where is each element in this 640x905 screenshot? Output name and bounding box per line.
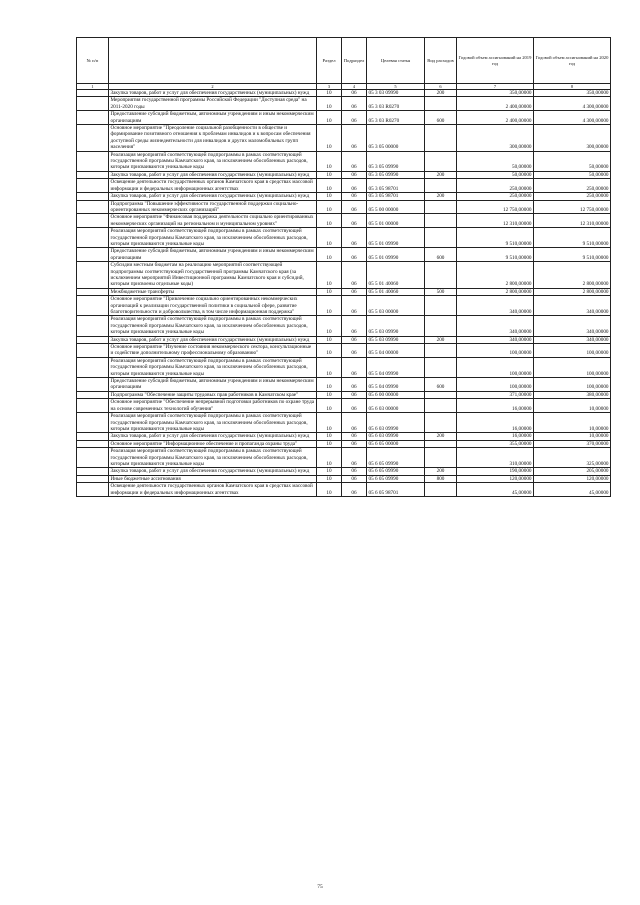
target-article-cell: 05 6 03 09990 bbox=[367, 433, 425, 440]
table-row bbox=[77, 193, 611, 200]
description-cell: Закупка товаров, работ и услуг для обеспечения государственных (муниципальных) нужд bbox=[109, 336, 317, 343]
target-article-cell: 05 5 04 09990 bbox=[367, 357, 425, 377]
expense-type-cell bbox=[425, 200, 457, 214]
razdel-cell: 10 bbox=[317, 378, 342, 392]
target-article-cell: 05 5 04 09990 bbox=[367, 378, 425, 392]
description-cell: Закупка товаров, работ и услуг для обеспечения государственных (муниципальных) нужд bbox=[109, 171, 317, 178]
row-number-cell bbox=[77, 433, 109, 440]
amount-2020-cell: 300,00000 bbox=[534, 125, 611, 152]
description-cell: Предоставление субсидий бюджетным, автономным учреждениям и иным некоммерческим организациям bbox=[109, 378, 317, 392]
expense-type-cell bbox=[425, 448, 457, 468]
razdel-cell: 10 bbox=[317, 90, 342, 97]
amount-2020-cell: 10,00000 bbox=[534, 433, 611, 440]
amount-2019-cell: 355,00000 bbox=[457, 440, 534, 447]
amount-2020-cell: 370,00000 bbox=[534, 440, 611, 447]
podrazdel-cell: 06 bbox=[342, 288, 367, 295]
amount-2019-cell: 2 400,00000 bbox=[457, 97, 534, 111]
row-number-cell bbox=[77, 111, 109, 125]
target-article-cell: 05 3 03 R0270 bbox=[367, 111, 425, 125]
target-article-cell: 05 3 05 98701 bbox=[367, 179, 425, 193]
target-article-cell: 05 6 05 09990 bbox=[367, 468, 425, 475]
razdel-cell: 10 bbox=[317, 483, 342, 497]
razdel-cell: 10 bbox=[317, 357, 342, 377]
podrazdel-cell: 06 bbox=[342, 391, 367, 398]
razdel-cell: 10 bbox=[317, 296, 342, 316]
podrazdel-cell: 06 bbox=[342, 468, 367, 475]
target-article-cell: 05 6 05 00000 bbox=[367, 440, 425, 447]
description-cell: Реализация мероприятий соответствующей подпрограммы в рамках соответствующей государственной программы Камчатского края, за исключением обособленных расходов, которым присваиваются уникальные коды bbox=[109, 228, 317, 248]
page-number: 75 bbox=[317, 884, 323, 890]
table-row bbox=[77, 316, 611, 336]
amount-2019-cell: 100,00000 bbox=[457, 344, 534, 358]
expense-type-cell bbox=[425, 357, 457, 377]
amount-2019-cell: 16,00000 bbox=[457, 413, 534, 433]
amount-2020-cell: 45,00000 bbox=[534, 483, 611, 497]
amount-2019-cell: 9 510,00000 bbox=[457, 248, 534, 262]
target-article-cell: 05 5 01 09990 bbox=[367, 248, 425, 262]
amount-2019-cell: 310,00000 bbox=[457, 448, 534, 468]
amount-2020-cell: 325,00000 bbox=[534, 448, 611, 468]
header-description bbox=[109, 38, 317, 84]
amount-2019-cell: 250,00000 bbox=[457, 193, 534, 200]
table-row bbox=[77, 391, 611, 398]
target-article-cell: 05 5 03 09990 bbox=[367, 316, 425, 336]
amount-2020-cell: 250,00000 bbox=[534, 179, 611, 193]
razdel-cell: 10 bbox=[317, 97, 342, 111]
amount-2020-cell: 2 800,00000 bbox=[534, 262, 611, 289]
razdel-cell: 10 bbox=[317, 448, 342, 468]
amount-2019-cell: 50,00000 bbox=[457, 171, 534, 178]
amount-2020-cell: 380,00000 bbox=[534, 391, 611, 398]
expense-type-cell: 600 bbox=[425, 248, 457, 262]
table-row bbox=[77, 448, 611, 468]
amount-2019-cell: 340,00000 bbox=[457, 336, 534, 343]
expense-type-cell bbox=[425, 262, 457, 289]
amount-2019-cell: 100,00000 bbox=[457, 378, 534, 392]
description-cell: Предоставление субсидий бюджетным, автономным учреждениям и иным некоммерческим организациям bbox=[109, 248, 317, 262]
budget-table bbox=[76, 37, 611, 497]
expense-type-cell bbox=[425, 97, 457, 111]
podrazdel-cell: 06 bbox=[342, 97, 367, 111]
amount-2020-cell: 12 310,00000 bbox=[534, 214, 611, 228]
header-year-2020: Годовой объем ассигнований на 2020 год bbox=[534, 38, 611, 84]
razdel-cell: 10 bbox=[317, 336, 342, 343]
column-number: 8 bbox=[534, 84, 611, 90]
amount-2019-cell: 2 800,00000 bbox=[457, 288, 534, 295]
column-number: 7 bbox=[457, 84, 534, 90]
amount-2019-cell: 190,00000 bbox=[457, 468, 534, 475]
description-cell: Реализация мероприятий соответствующей подпрограммы в рамках соответствующей государственной программы Камчатского края, за исключением обособленных расходов, которым присваиваются уникальные коды bbox=[109, 316, 317, 336]
description-cell: Межбюджетные трансферты bbox=[109, 288, 317, 295]
podrazdel-cell: 06 bbox=[342, 151, 367, 171]
header-expense-type: Вид расходов bbox=[425, 38, 457, 84]
description-cell: Реализация мероприятий соответствующей подпрограммы в рамках соответствующей государственной программы Камчатского края, за исключением обособленных расходов, которым присваиваются уникальные коды bbox=[109, 413, 317, 433]
table-row bbox=[77, 288, 611, 295]
amount-2019-cell: 12 310,00000 bbox=[457, 214, 534, 228]
header-row bbox=[77, 38, 611, 84]
razdel-cell: 10 bbox=[317, 151, 342, 171]
column-number: 6 bbox=[425, 84, 457, 90]
podrazdel-cell: 06 bbox=[342, 248, 367, 262]
expense-type-cell bbox=[425, 125, 457, 152]
table-row bbox=[77, 433, 611, 440]
target-article-cell: 05 5 00 00000 bbox=[367, 200, 425, 214]
amount-2020-cell: 340,00000 bbox=[534, 296, 611, 316]
podrazdel-cell: 06 bbox=[342, 378, 367, 392]
description-cell: Основное мероприятие "Обеспечение непрерывной подготовки работников по охране труда на основе современных технологий обучения" bbox=[109, 399, 317, 413]
target-article-cell: 05 3 05 09990 bbox=[367, 151, 425, 171]
description-cell: Закупка товаров, работ и услуг для обеспечения государственных (муниципальных) нужд bbox=[109, 193, 317, 200]
table-row bbox=[77, 200, 611, 214]
podrazdel-cell: 06 bbox=[342, 200, 367, 214]
expense-type-cell bbox=[425, 413, 457, 433]
column-number: 2 bbox=[109, 84, 317, 90]
target-article-cell: 05 6 00 00000 bbox=[367, 391, 425, 398]
table-row bbox=[77, 344, 611, 358]
razdel-cell: 10 bbox=[317, 433, 342, 440]
razdel-cell: 10 bbox=[317, 475, 342, 482]
expense-type-cell: 200 bbox=[425, 171, 457, 178]
description-cell: Основное мероприятие "Информационное обеспечение и пропаганда охраны труда" bbox=[109, 440, 317, 447]
expense-type-cell bbox=[425, 440, 457, 447]
row-number-cell bbox=[77, 193, 109, 200]
table-row bbox=[77, 179, 611, 193]
expense-type-cell bbox=[425, 483, 457, 497]
amount-2019-cell: 350,00000 bbox=[457, 90, 534, 97]
podrazdel-cell: 06 bbox=[342, 262, 367, 289]
header-target-article: Целевая статья bbox=[367, 38, 425, 84]
podrazdel-cell: 06 bbox=[342, 399, 367, 413]
column-number: 4 bbox=[342, 84, 367, 90]
table-row bbox=[77, 151, 611, 171]
expense-type-cell: 200 bbox=[425, 336, 457, 343]
razdel-cell: 10 bbox=[317, 200, 342, 214]
razdel-cell: 10 bbox=[317, 248, 342, 262]
amount-2019-cell: 100,00000 bbox=[457, 357, 534, 377]
razdel-cell: 10 bbox=[317, 111, 342, 125]
amount-2019-cell: 12 750,00000 bbox=[457, 200, 534, 214]
header-num: № п/п bbox=[77, 38, 109, 84]
expense-type-cell bbox=[425, 296, 457, 316]
description-cell: Субсидии местным бюджетам на реализацию мероприятий соответствующей подпрограммы соответствующей государственной программы Камчатского края (за исключением мероприятий Инвестиционной программы Камчатского края и субсидий, которым присвоены отдельные коды) bbox=[109, 262, 317, 289]
razdel-cell: 10 bbox=[317, 391, 342, 398]
amount-2019-cell: 45,00000 bbox=[457, 483, 534, 497]
row-number-cell bbox=[77, 151, 109, 171]
table-row bbox=[77, 357, 611, 377]
podrazdel-cell: 06 bbox=[342, 90, 367, 97]
row-number-cell bbox=[77, 171, 109, 178]
description-cell: Закупка товаров, работ и услуг для обеспечения государственных (муниципальных) нужд bbox=[109, 468, 317, 475]
target-article-cell: 05 5 03 00000 bbox=[367, 296, 425, 316]
podrazdel-cell: 06 bbox=[342, 448, 367, 468]
row-number-cell bbox=[77, 214, 109, 228]
description-cell: Закупка товаров, работ и услуг для обеспечения государственных (муниципальных) нужд bbox=[109, 433, 317, 440]
row-number-cell bbox=[77, 248, 109, 262]
table-row bbox=[77, 378, 611, 392]
row-number-cell bbox=[77, 200, 109, 214]
amount-2019-cell: 371,00000 bbox=[457, 391, 534, 398]
description-cell: Основное мероприятие "Привлечение социально ориентированных некоммерческих организаций к реализации государственной политики в социальной сфере, развитие благотворительности и добровольчества, в том числе информационная поддержка" bbox=[109, 296, 317, 316]
podrazdel-cell: 06 bbox=[342, 111, 367, 125]
podrazdel-cell: 06 bbox=[342, 483, 367, 497]
target-article-cell: 05 3 03 09990 bbox=[367, 90, 425, 97]
amount-2020-cell: 340,00000 bbox=[534, 316, 611, 336]
target-article-cell: 05 6 05 09990 bbox=[367, 475, 425, 482]
amount-2019-cell: 120,00000 bbox=[457, 475, 534, 482]
razdel-cell: 10 bbox=[317, 262, 342, 289]
row-number-cell bbox=[77, 90, 109, 97]
target-article-cell: 05 5 04 00000 bbox=[367, 344, 425, 358]
razdel-cell: 10 bbox=[317, 193, 342, 200]
description-cell: Подпрограмма "Повышение эффективности государственной поддержки социально-ориентированных некоммерческих организаций" bbox=[109, 200, 317, 214]
expense-type-cell: 500 bbox=[425, 288, 457, 295]
expense-type-cell: 200 bbox=[425, 193, 457, 200]
header-podrazdel: Подраздел bbox=[342, 38, 367, 84]
target-article-cell: 05 6 03 00000 bbox=[367, 399, 425, 413]
description-cell: Освещение деятельности государственных органов Камчатского края в средствах массовой информации и федеральных информационных агентствах bbox=[109, 179, 317, 193]
row-number-cell bbox=[77, 296, 109, 316]
table-row bbox=[77, 248, 611, 262]
row-number-cell bbox=[77, 262, 109, 289]
amount-2020-cell: 250,00000 bbox=[534, 193, 611, 200]
table-row bbox=[77, 171, 611, 178]
expense-type-cell bbox=[425, 228, 457, 248]
expense-type-cell: 600 bbox=[425, 378, 457, 392]
podrazdel-cell: 06 bbox=[342, 171, 367, 178]
table-row bbox=[77, 399, 611, 413]
amount-2020-cell: 350,00000 bbox=[534, 90, 611, 97]
row-number-cell bbox=[77, 378, 109, 392]
description-cell: Реализация мероприятий соответствующей подпрограммы в рамках соответствующей государственной программы Камчатского края, за исключением обособленных расходов, которым присваиваются уникальные коды bbox=[109, 151, 317, 171]
expense-type-cell: 800 bbox=[425, 475, 457, 482]
amount-2020-cell: 50,00000 bbox=[534, 151, 611, 171]
amount-2020-cell: 10,00000 bbox=[534, 413, 611, 433]
description-cell: Реализация мероприятий соответствующей подпрограммы в рамках соответствующей государственной программы Камчатского края, за исключением обособленных расходов, которым присваиваются уникальные коды bbox=[109, 357, 317, 377]
target-article-cell: 05 3 05 00000 bbox=[367, 125, 425, 152]
amount-2019-cell: 340,00000 bbox=[457, 316, 534, 336]
expense-type-cell: 200 bbox=[425, 90, 457, 97]
description-cell: Освещение деятельности государственных органов Камчатского края в средствах массовой информации и федеральных информационных агентствах bbox=[109, 483, 317, 497]
expense-type-cell: 600 bbox=[425, 111, 457, 125]
amount-2020-cell: 120,00000 bbox=[534, 475, 611, 482]
amount-2020-cell: 9 510,00000 bbox=[534, 228, 611, 248]
amount-2020-cell: 100,00000 bbox=[534, 357, 611, 377]
row-number-cell bbox=[77, 288, 109, 295]
row-number-cell bbox=[77, 357, 109, 377]
amount-2020-cell: 205,00000 bbox=[534, 468, 611, 475]
description-cell: Предоставление субсидий бюджетным, автономным учреждениям и иным некоммерческим организациям bbox=[109, 111, 317, 125]
description-cell: Мероприятия государственной программы Российской Федерации "Доступная среда" на 2011-2020 годы bbox=[109, 97, 317, 111]
row-number-cell bbox=[77, 179, 109, 193]
expense-type-cell: 200 bbox=[425, 433, 457, 440]
podrazdel-cell: 06 bbox=[342, 413, 367, 433]
amount-2019-cell: 16,00000 bbox=[457, 399, 534, 413]
row-number-cell bbox=[77, 228, 109, 248]
table-row bbox=[77, 468, 611, 475]
description-cell: Основное мероприятие "Финансовая поддержка деятельности социально ориентированных некоммерческих организаций на региональном и муниципальном уровнях" bbox=[109, 214, 317, 228]
podrazdel-cell: 06 bbox=[342, 193, 367, 200]
table-row bbox=[77, 262, 611, 289]
amount-2020-cell: 4 300,00000 bbox=[534, 97, 611, 111]
razdel-cell: 10 bbox=[317, 440, 342, 447]
podrazdel-cell: 06 bbox=[342, 179, 367, 193]
razdel-cell: 10 bbox=[317, 179, 342, 193]
amount-2020-cell: 9 510,00000 bbox=[534, 248, 611, 262]
row-number-cell bbox=[77, 344, 109, 358]
table-row bbox=[77, 125, 611, 152]
row-number-cell bbox=[77, 413, 109, 433]
target-article-cell: 05 6 05 09990 bbox=[367, 448, 425, 468]
description-cell: Подпрограмма "Обеспечение защиты трудовых прав работников в Камчатском крае" bbox=[109, 391, 317, 398]
expense-type-cell bbox=[425, 151, 457, 171]
table-row bbox=[77, 413, 611, 433]
amount-2020-cell: 10,00000 bbox=[534, 399, 611, 413]
podrazdel-cell: 06 bbox=[342, 336, 367, 343]
table-row bbox=[77, 111, 611, 125]
razdel-cell: 10 bbox=[317, 125, 342, 152]
podrazdel-cell: 06 bbox=[342, 228, 367, 248]
razdel-cell: 10 bbox=[317, 214, 342, 228]
podrazdel-cell: 06 bbox=[342, 475, 367, 482]
row-number-cell bbox=[77, 125, 109, 152]
description-cell: Реализация мероприятий соответствующей подпрограммы в рамках соответствующей государственной программы Камчатского края, за исключением обособленных расходов, которым присваиваются уникальные коды bbox=[109, 448, 317, 468]
amount-2019-cell: 9 510,00000 bbox=[457, 228, 534, 248]
expense-type-cell bbox=[425, 399, 457, 413]
expense-type-cell bbox=[425, 179, 457, 193]
amount-2020-cell: 340,00000 bbox=[534, 336, 611, 343]
target-article-cell: 05 6 03 09990 bbox=[367, 413, 425, 433]
row-number-cell bbox=[77, 448, 109, 468]
amount-2019-cell: 340,00000 bbox=[457, 296, 534, 316]
target-article-cell: 05 6 05 98701 bbox=[367, 483, 425, 497]
razdel-cell: 10 bbox=[317, 228, 342, 248]
podrazdel-cell: 06 bbox=[342, 344, 367, 358]
amount-2019-cell: 300,00000 bbox=[457, 125, 534, 152]
razdel-cell: 10 bbox=[317, 316, 342, 336]
amount-2019-cell: 250,00000 bbox=[457, 179, 534, 193]
row-number-cell bbox=[77, 483, 109, 497]
amount-2020-cell: 50,00000 bbox=[534, 171, 611, 178]
target-article-cell: 05 3 05 09990 bbox=[367, 171, 425, 178]
razdel-cell: 10 bbox=[317, 413, 342, 433]
podrazdel-cell: 06 bbox=[342, 433, 367, 440]
column-number: 5 bbox=[367, 84, 425, 90]
expense-type-cell bbox=[425, 214, 457, 228]
target-article-cell: 05 5 01 00000 bbox=[367, 214, 425, 228]
table-row bbox=[77, 214, 611, 228]
expense-type-cell: 200 bbox=[425, 468, 457, 475]
expense-type-cell bbox=[425, 391, 457, 398]
amount-2020-cell: 2 800,00000 bbox=[534, 288, 611, 295]
row-number-cell bbox=[77, 97, 109, 111]
column-number: 3 bbox=[317, 84, 342, 90]
amount-2019-cell: 50,00000 bbox=[457, 151, 534, 171]
row-number-cell bbox=[77, 336, 109, 343]
target-article-cell: 05 5 01 40060 bbox=[367, 262, 425, 289]
amount-2020-cell: 4 300,00000 bbox=[534, 111, 611, 125]
header-year-2019: Годовой объем ассигнований на 2019 год bbox=[457, 38, 534, 84]
table-row bbox=[77, 336, 611, 343]
amount-2019-cell: 2 800,00000 bbox=[457, 262, 534, 289]
row-number-cell bbox=[77, 468, 109, 475]
table-body bbox=[77, 90, 611, 497]
amount-2020-cell: 100,00000 bbox=[534, 344, 611, 358]
amount-2019-cell: 16,00000 bbox=[457, 433, 534, 440]
description-cell: Закупка товаров, работ и услуг для обеспечения государственных (муниципальных) нужд bbox=[109, 90, 317, 97]
amount-2019-cell: 2 400,00000 bbox=[457, 111, 534, 125]
razdel-cell: 10 bbox=[317, 288, 342, 295]
target-article-cell: 05 5 01 40060 bbox=[367, 288, 425, 295]
table-row bbox=[77, 475, 611, 482]
razdel-cell: 10 bbox=[317, 468, 342, 475]
row-number-cell bbox=[77, 475, 109, 482]
podrazdel-cell: 06 bbox=[342, 316, 367, 336]
table-row bbox=[77, 296, 611, 316]
description-cell: Основное мероприятие "Преодоление социальной разобщенности в обществе и формирование позитивного отношения к проблемам инвалидов и к вопросам обеспечения доступной среды жизнедеятельности для инвалидов и других маломобильных групп населения" bbox=[109, 125, 317, 152]
table-row bbox=[77, 483, 611, 497]
table-row bbox=[77, 90, 611, 97]
razdel-cell: 10 bbox=[317, 399, 342, 413]
description-cell: Иные бюджетные ассигнования bbox=[109, 475, 317, 482]
row-number-cell bbox=[77, 440, 109, 447]
podrazdel-cell: 06 bbox=[342, 357, 367, 377]
table-row bbox=[77, 440, 611, 447]
podrazdel-cell: 06 bbox=[342, 296, 367, 316]
target-article-cell: 05 5 01 09990 bbox=[367, 228, 425, 248]
podrazdel-cell: 06 bbox=[342, 440, 367, 447]
razdel-cell: 10 bbox=[317, 344, 342, 358]
expense-type-cell bbox=[425, 344, 457, 358]
amount-2020-cell: 12 750,00000 bbox=[534, 200, 611, 214]
row-number-cell bbox=[77, 316, 109, 336]
row-number-cell bbox=[77, 399, 109, 413]
razdel-cell: 10 bbox=[317, 171, 342, 178]
table-row bbox=[77, 228, 611, 248]
podrazdel-cell: 06 bbox=[342, 214, 367, 228]
target-article-cell: 05 3 05 98701 bbox=[367, 193, 425, 200]
column-number: 1 bbox=[77, 84, 109, 90]
header-razdel: Раздел bbox=[317, 38, 342, 84]
podrazdel-cell: 06 bbox=[342, 125, 367, 152]
target-article-cell: 05 3 03 R0270 bbox=[367, 97, 425, 111]
row-number-cell bbox=[77, 391, 109, 398]
table-row bbox=[77, 97, 611, 111]
amount-2020-cell: 100,00000 bbox=[534, 378, 611, 392]
description-cell: Основное мероприятие "Изучение состояния некоммерческого сектора, консультационные и содействие дополнительному профессиональному образованию" bbox=[109, 344, 317, 358]
target-article-cell: 05 5 03 09990 bbox=[367, 336, 425, 343]
expense-type-cell bbox=[425, 316, 457, 336]
